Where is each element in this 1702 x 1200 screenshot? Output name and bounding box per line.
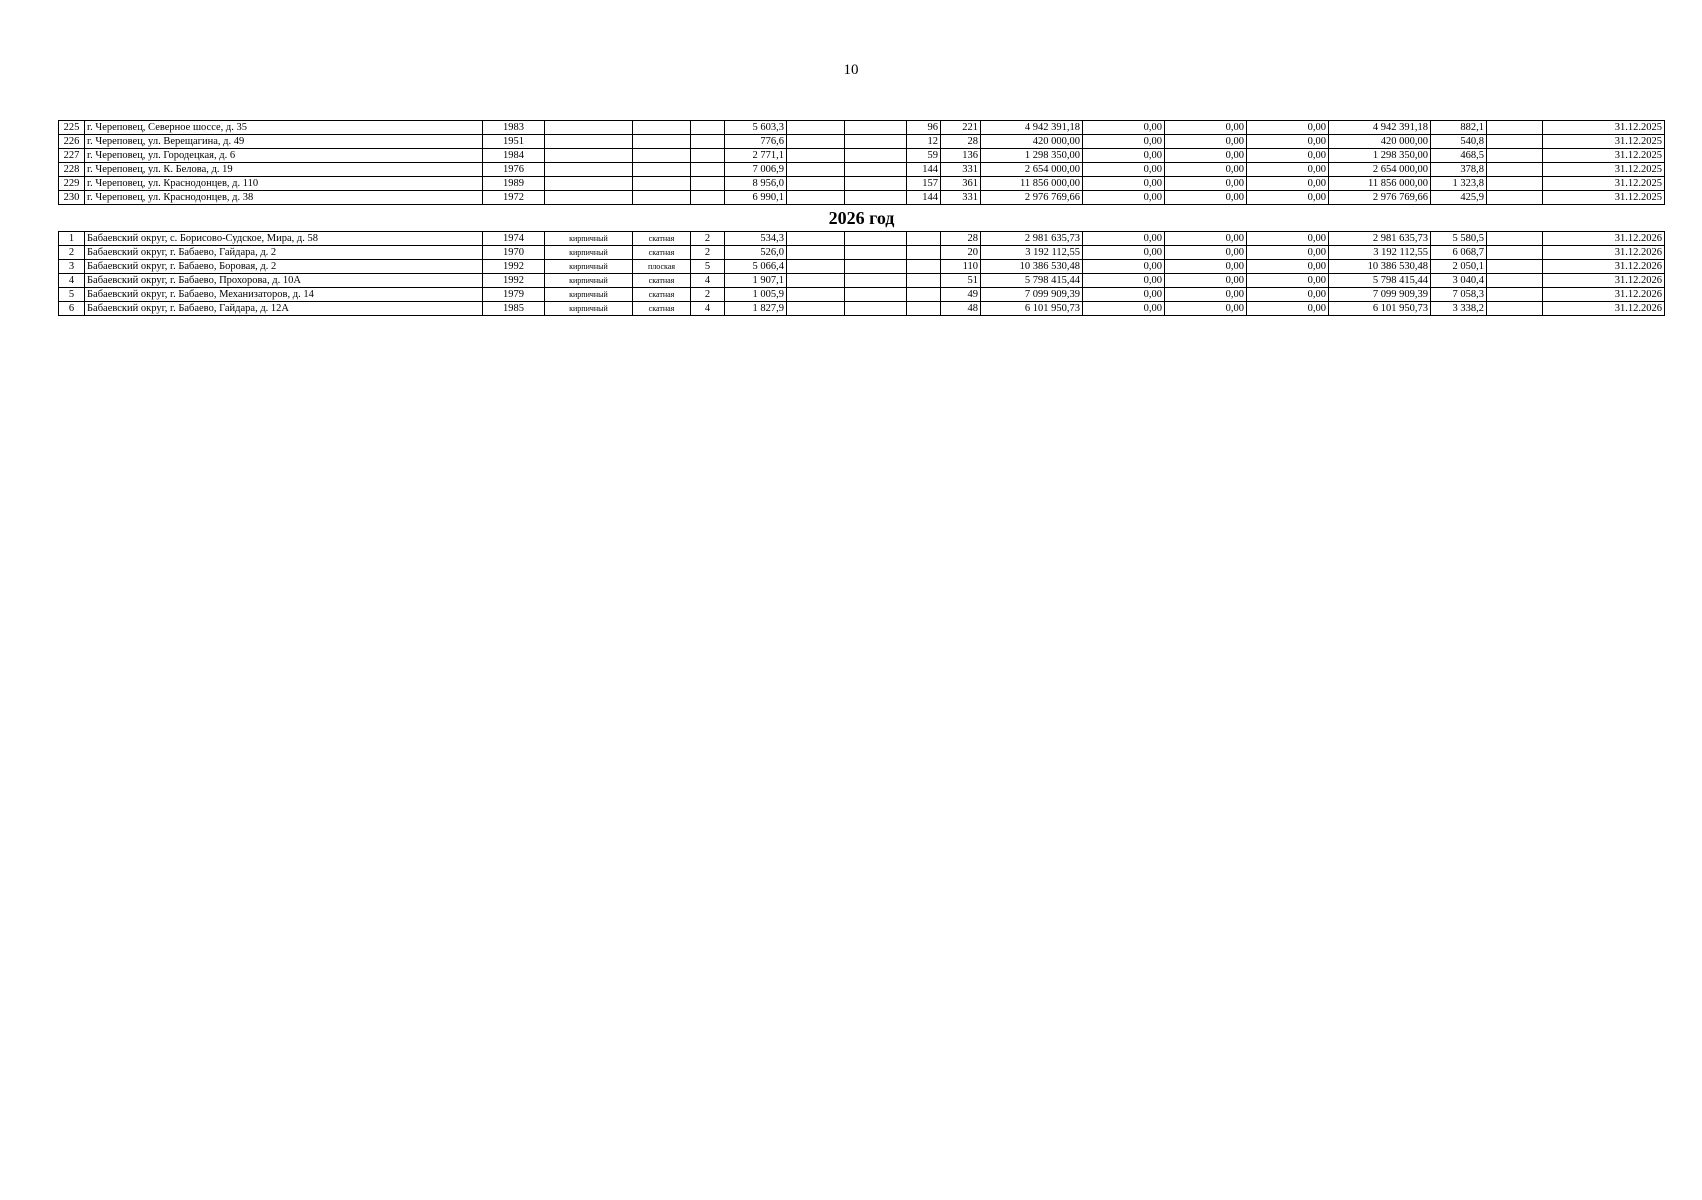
cell-wall-material <box>545 177 633 191</box>
cell-fund-4: 2 981 635,73 <box>1329 232 1431 246</box>
cell-count-1: 96 <box>907 121 941 135</box>
cell-fund-2: 0,00 <box>1165 149 1247 163</box>
cell-fund-1: 0,00 <box>1083 274 1165 288</box>
cell-completion-date: 31.12.2025 <box>1543 163 1665 177</box>
cell-area-extra-1 <box>787 149 845 163</box>
cell-total-cost: 1 298 350,00 <box>981 149 1083 163</box>
table-row <box>59 232 1665 246</box>
cell-fund-4: 4 942 391,18 <box>1329 121 1431 135</box>
table-row <box>59 149 1665 163</box>
cell-completion-date: 31.12.2025 <box>1543 191 1665 205</box>
cell-limit-cost <box>1487 246 1543 260</box>
cell-build-year: 1979 <box>483 288 545 302</box>
cell-fund-2: 0,00 <box>1165 232 1247 246</box>
cell-total-area: 1 907,1 <box>725 274 787 288</box>
cell-roof-type: скатная <box>633 246 691 260</box>
cell-limit-cost <box>1487 302 1543 316</box>
cell-count-2: 28 <box>941 135 981 149</box>
section-2026-rows <box>59 232 1665 316</box>
cell-fund-1: 0,00 <box>1083 288 1165 302</box>
cell-fund-3: 0,00 <box>1247 177 1329 191</box>
cell-fund-2: 0,00 <box>1165 302 1247 316</box>
cell-specific-cost: 6 068,7 <box>1431 246 1487 260</box>
cell-row-number: 225 <box>59 121 85 135</box>
cell-fund-4: 6 101 950,73 <box>1329 302 1431 316</box>
cell-wall-material <box>545 121 633 135</box>
cell-fund-1: 0,00 <box>1083 191 1165 205</box>
cell-specific-cost: 540,8 <box>1431 135 1487 149</box>
cell-fund-3: 0,00 <box>1247 260 1329 274</box>
cell-fund-1: 0,00 <box>1083 163 1165 177</box>
cell-limit-cost <box>1487 260 1543 274</box>
cell-row-number: 5 <box>59 288 85 302</box>
cell-total-cost: 2 981 635,73 <box>981 232 1083 246</box>
cell-build-year: 1985 <box>483 302 545 316</box>
cell-completion-date: 31.12.2026 <box>1543 302 1665 316</box>
cell-fund-1: 0,00 <box>1083 302 1165 316</box>
cell-fund-4: 420 000,00 <box>1329 135 1431 149</box>
cell-count-1: 157 <box>907 177 941 191</box>
cell-fund-3: 0,00 <box>1247 163 1329 177</box>
cell-fund-3: 0,00 <box>1247 135 1329 149</box>
cell-total-cost: 10 386 530,48 <box>981 260 1083 274</box>
cell-limit-cost <box>1487 191 1543 205</box>
cell-area-extra-2 <box>845 163 907 177</box>
cell-wall-material: кирпичный <box>545 274 633 288</box>
cell-row-number: 4 <box>59 274 85 288</box>
cell-count-1 <box>907 232 941 246</box>
cell-fund-1: 0,00 <box>1083 246 1165 260</box>
cell-fund-3: 0,00 <box>1247 246 1329 260</box>
cell-roof-type: скатная <box>633 288 691 302</box>
cell-limit-cost <box>1487 149 1543 163</box>
cell-area-extra-1 <box>787 274 845 288</box>
cell-count-2: 28 <box>941 232 981 246</box>
cell-fund-2: 0,00 <box>1165 163 1247 177</box>
cell-total-area: 526,0 <box>725 246 787 260</box>
cell-fund-4: 3 192 112,55 <box>1329 246 1431 260</box>
cell-area-extra-2 <box>845 149 907 163</box>
cell-total-cost: 420 000,00 <box>981 135 1083 149</box>
cell-fund-2: 0,00 <box>1165 246 1247 260</box>
cell-fund-2: 0,00 <box>1165 135 1247 149</box>
cell-roof-type: скатная <box>633 302 691 316</box>
cell-area-extra-2 <box>845 177 907 191</box>
cell-wall-material: кирпичный <box>545 246 633 260</box>
cell-area-extra-2 <box>845 274 907 288</box>
cell-total-cost: 2 654 000,00 <box>981 163 1083 177</box>
cell-wall-material <box>545 149 633 163</box>
cell-wall-material: кирпичный <box>545 260 633 274</box>
cell-count-2: 361 <box>941 177 981 191</box>
cell-fund-3: 0,00 <box>1247 121 1329 135</box>
cell-specific-cost: 3 040,4 <box>1431 274 1487 288</box>
cell-roof-type <box>633 121 691 135</box>
cell-floors: 2 <box>691 246 725 260</box>
cell-area-extra-2 <box>845 121 907 135</box>
cell-count-1 <box>907 260 941 274</box>
cell-area-extra-2 <box>845 260 907 274</box>
cell-total-area: 5 603,3 <box>725 121 787 135</box>
cell-limit-cost <box>1487 121 1543 135</box>
cell-area-extra-1 <box>787 177 845 191</box>
cell-limit-cost <box>1487 288 1543 302</box>
cell-fund-4: 10 386 530,48 <box>1329 260 1431 274</box>
cell-floors <box>691 121 725 135</box>
cell-fund-4: 7 099 909,39 <box>1329 288 1431 302</box>
cell-completion-date: 31.12.2025 <box>1543 135 1665 149</box>
cell-roof-type: скатная <box>633 232 691 246</box>
cell-count-1 <box>907 302 941 316</box>
table-row <box>59 302 1665 316</box>
cell-build-year: 1972 <box>483 191 545 205</box>
cell-floors <box>691 149 725 163</box>
table-row <box>59 288 1665 302</box>
cell-count-2: 136 <box>941 149 981 163</box>
cell-roof-type <box>633 177 691 191</box>
cell-area-extra-1 <box>787 246 845 260</box>
cell-specific-cost: 3 338,2 <box>1431 302 1487 316</box>
cell-count-2: 48 <box>941 302 981 316</box>
cell-address: Бабаевский округ, г. Бабаево, Боровая, д. 2 <box>85 260 483 274</box>
cell-area-extra-2 <box>845 135 907 149</box>
cell-area-extra-1 <box>787 288 845 302</box>
cell-specific-cost: 468,5 <box>1431 149 1487 163</box>
cell-completion-date: 31.12.2025 <box>1543 149 1665 163</box>
cell-area-extra-1 <box>787 121 845 135</box>
cell-fund-1: 0,00 <box>1083 260 1165 274</box>
cell-area-extra-2 <box>845 246 907 260</box>
cell-floors: 4 <box>691 274 725 288</box>
cell-address: г. Череповец, ул. Краснодонцев, д. 110 <box>85 177 483 191</box>
cell-area-extra-1 <box>787 135 845 149</box>
cell-build-year: 1983 <box>483 121 545 135</box>
cell-floors <box>691 163 725 177</box>
table-row <box>59 246 1665 260</box>
cell-fund-3: 0,00 <box>1247 232 1329 246</box>
cell-address: г. Череповец, Северное шоссе, д. 35 <box>85 121 483 135</box>
cell-completion-date: 31.12.2026 <box>1543 232 1665 246</box>
cell-fund-4: 2 654 000,00 <box>1329 163 1431 177</box>
cell-fund-4: 5 798 415,44 <box>1329 274 1431 288</box>
cell-count-2: 51 <box>941 274 981 288</box>
cell-fund-3: 0,00 <box>1247 149 1329 163</box>
year-2026-heading: 2026 год <box>828 208 895 228</box>
cell-total-area: 2 771,1 <box>725 149 787 163</box>
cell-completion-date: 31.12.2026 <box>1543 274 1665 288</box>
cell-row-number: 1 <box>59 232 85 246</box>
table-row <box>59 260 1665 274</box>
cell-total-area: 1 827,9 <box>725 302 787 316</box>
cell-total-cost: 7 099 909,39 <box>981 288 1083 302</box>
cell-total-area: 776,6 <box>725 135 787 149</box>
cell-total-area: 1 005,9 <box>725 288 787 302</box>
cell-count-1: 144 <box>907 163 941 177</box>
cell-fund-1: 0,00 <box>1083 232 1165 246</box>
cell-fund-4: 11 856 000,00 <box>1329 177 1431 191</box>
cell-fund-3: 0,00 <box>1247 288 1329 302</box>
housing-table <box>58 120 1665 316</box>
cell-fund-2: 0,00 <box>1165 121 1247 135</box>
cell-total-cost: 3 192 112,55 <box>981 246 1083 260</box>
cell-total-cost: 11 856 000,00 <box>981 177 1083 191</box>
cell-total-cost: 4 942 391,18 <box>981 121 1083 135</box>
cell-fund-3: 0,00 <box>1247 191 1329 205</box>
cell-count-1 <box>907 246 941 260</box>
cell-address: г. Череповец, ул. Верещагина, д. 49 <box>85 135 483 149</box>
cell-wall-material: кирпичный <box>545 232 633 246</box>
cell-roof-type: плоская <box>633 260 691 274</box>
cell-fund-4: 2 976 769,66 <box>1329 191 1431 205</box>
cell-area-extra-1 <box>787 191 845 205</box>
cell-specific-cost: 5 580,5 <box>1431 232 1487 246</box>
table-row <box>59 121 1665 135</box>
cell-build-year: 1989 <box>483 177 545 191</box>
cell-specific-cost: 1 323,8 <box>1431 177 1487 191</box>
cell-address: Бабаевский округ, г. Бабаево, Гайдара, д. 12А <box>85 302 483 316</box>
cell-specific-cost: 378,8 <box>1431 163 1487 177</box>
cell-wall-material: кирпичный <box>545 302 633 316</box>
cell-floors: 2 <box>691 232 725 246</box>
cell-address: г. Череповец, ул. Городецкая, д. 6 <box>85 149 483 163</box>
table-row <box>59 163 1665 177</box>
cell-completion-date: 31.12.2026 <box>1543 246 1665 260</box>
cell-fund-3: 0,00 <box>1247 302 1329 316</box>
cell-roof-type <box>633 191 691 205</box>
cell-fund-2: 0,00 <box>1165 191 1247 205</box>
cell-wall-material <box>545 135 633 149</box>
cell-area-extra-1 <box>787 163 845 177</box>
cell-row-number: 3 <box>59 260 85 274</box>
cell-count-2: 221 <box>941 121 981 135</box>
cell-area-extra-2 <box>845 191 907 205</box>
cell-completion-date: 31.12.2025 <box>1543 177 1665 191</box>
cell-limit-cost <box>1487 135 1543 149</box>
cell-count-1: 59 <box>907 149 941 163</box>
cell-build-year: 1951 <box>483 135 545 149</box>
cell-area-extra-1 <box>787 260 845 274</box>
cell-address: Бабаевский округ, с. Борисово-Судское, Мира, д. 58 <box>85 232 483 246</box>
cell-row-number: 6 <box>59 302 85 316</box>
cell-wall-material <box>545 191 633 205</box>
cell-row-number: 227 <box>59 149 85 163</box>
cell-count-2: 20 <box>941 246 981 260</box>
cell-total-cost: 6 101 950,73 <box>981 302 1083 316</box>
cell-total-area: 5 066,4 <box>725 260 787 274</box>
cell-roof-type: скатная <box>633 274 691 288</box>
cell-total-area: 534,3 <box>725 232 787 246</box>
section-2025-rows <box>59 121 1665 205</box>
cell-fund-4: 1 298 350,00 <box>1329 149 1431 163</box>
cell-build-year: 1970 <box>483 246 545 260</box>
cell-count-2: 110 <box>941 260 981 274</box>
section-2026-header <box>59 205 1665 232</box>
cell-address: Бабаевский округ, г. Бабаево, Прохорова, д. 10А <box>85 274 483 288</box>
cell-total-area: 7 006,9 <box>725 163 787 177</box>
cell-address: г. Череповец, ул. К. Белова, д. 19 <box>85 163 483 177</box>
cell-count-2: 49 <box>941 288 981 302</box>
cell-fund-2: 0,00 <box>1165 177 1247 191</box>
cell-completion-date: 31.12.2026 <box>1543 260 1665 274</box>
table-row <box>59 274 1665 288</box>
cell-wall-material <box>545 163 633 177</box>
cell-fund-1: 0,00 <box>1083 135 1165 149</box>
cell-build-year: 1992 <box>483 274 545 288</box>
cell-area-extra-1 <box>787 232 845 246</box>
cell-specific-cost: 2 050,1 <box>1431 260 1487 274</box>
page-number: 10 <box>843 62 859 78</box>
cell-limit-cost <box>1487 274 1543 288</box>
table-row <box>59 135 1665 149</box>
cell-row-number: 230 <box>59 191 85 205</box>
cell-floors: 5 <box>691 260 725 274</box>
cell-fund-2: 0,00 <box>1165 288 1247 302</box>
cell-build-year: 1992 <box>483 260 545 274</box>
cell-count-1 <box>907 288 941 302</box>
cell-roof-type <box>633 135 691 149</box>
cell-floors: 4 <box>691 302 725 316</box>
cell-limit-cost <box>1487 232 1543 246</box>
cell-row-number: 226 <box>59 135 85 149</box>
cell-build-year: 1984 <box>483 149 545 163</box>
cell-limit-cost <box>1487 177 1543 191</box>
cell-count-1: 12 <box>907 135 941 149</box>
cell-address: Бабаевский округ, г. Бабаево, Механизаторов, д. 14 <box>85 288 483 302</box>
cell-total-cost: 5 798 415,44 <box>981 274 1083 288</box>
cell-floors <box>691 135 725 149</box>
cell-total-area: 6 990,1 <box>725 191 787 205</box>
housing-table-wrap <box>58 120 1664 316</box>
cell-fund-1: 0,00 <box>1083 177 1165 191</box>
cell-area-extra-2 <box>845 288 907 302</box>
cell-completion-date: 31.12.2026 <box>1543 288 1665 302</box>
cell-area-extra-1 <box>787 302 845 316</box>
cell-address: г. Череповец, ул. Краснодонцев, д. 38 <box>85 191 483 205</box>
cell-floors <box>691 191 725 205</box>
cell-build-year: 1976 <box>483 163 545 177</box>
cell-count-2: 331 <box>941 163 981 177</box>
cell-total-area: 8 956,0 <box>725 177 787 191</box>
cell-limit-cost <box>1487 163 1543 177</box>
cell-count-2: 331 <box>941 191 981 205</box>
cell-roof-type <box>633 149 691 163</box>
cell-row-number: 229 <box>59 177 85 191</box>
table-row <box>59 177 1665 191</box>
cell-specific-cost: 425,9 <box>1431 191 1487 205</box>
cell-wall-material: кирпичный <box>545 288 633 302</box>
cell-specific-cost: 882,1 <box>1431 121 1487 135</box>
cell-count-1 <box>907 274 941 288</box>
cell-address: Бабаевский округ, г. Бабаево, Гайдара, д. 2 <box>85 246 483 260</box>
cell-specific-cost: 7 058,3 <box>1431 288 1487 302</box>
cell-count-1: 144 <box>907 191 941 205</box>
cell-area-extra-2 <box>845 232 907 246</box>
table-row <box>59 191 1665 205</box>
cell-fund-2: 0,00 <box>1165 260 1247 274</box>
cell-roof-type <box>633 163 691 177</box>
cell-area-extra-2 <box>845 302 907 316</box>
cell-row-number: 228 <box>59 163 85 177</box>
cell-row-number: 2 <box>59 246 85 260</box>
cell-floors: 2 <box>691 288 725 302</box>
cell-total-cost: 2 976 769,66 <box>981 191 1083 205</box>
cell-fund-3: 0,00 <box>1247 274 1329 288</box>
cell-floors <box>691 177 725 191</box>
cell-completion-date: 31.12.2025 <box>1543 121 1665 135</box>
cell-fund-1: 0,00 <box>1083 121 1165 135</box>
cell-fund-1: 0,00 <box>1083 149 1165 163</box>
cell-fund-2: 0,00 <box>1165 274 1247 288</box>
cell-build-year: 1974 <box>483 232 545 246</box>
